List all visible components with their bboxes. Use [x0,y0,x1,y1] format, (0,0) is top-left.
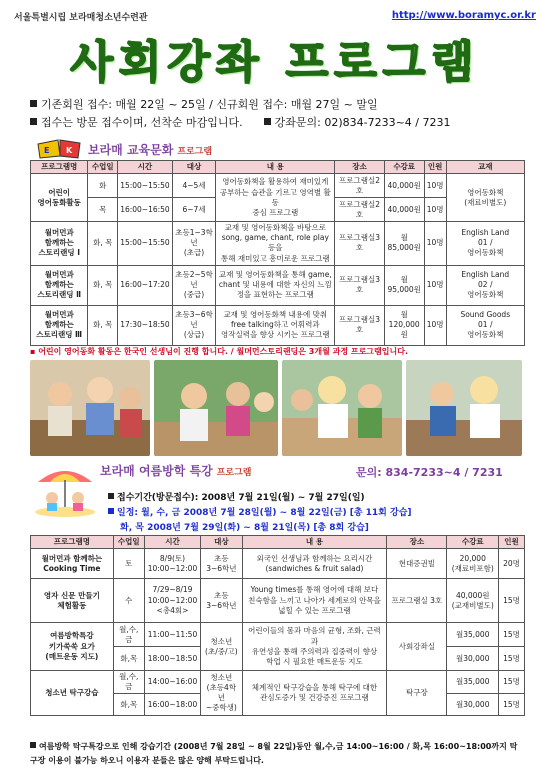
capacity: 10명 [424,198,446,222]
table-row [31,305,525,345]
bullet-icon [30,100,37,107]
place: 현대증권빌 [387,549,447,579]
target: 청소년 (초등4학년 ~중학생) [201,671,242,716]
fee: 20,000 (재료비포함) [447,549,499,579]
inquiry-info [30,114,451,130]
target: 초등 3~6학년 [201,579,242,623]
photo-4 [406,360,522,456]
col-header: 내 용 [216,161,335,174]
class-day: 화, 목 [88,305,118,345]
svg-text:K: K [66,146,73,155]
class-day: 화, 목 [88,265,118,305]
table-row [31,174,525,198]
book-logo-icon [36,138,84,160]
capacity: 20명 [499,549,525,579]
org-name: 서울특별시립 보라매청소년수련관 [14,13,148,23]
table-header-row [31,536,525,549]
fee: 40,000원 [384,198,424,222]
textbook: Sound Goods 01 / 영어동화책 [446,305,524,345]
target: 4~5세 [172,174,216,198]
summer-schedule-2: 화, 목 2008년 7월 29일(화) ~ 8월 21일(목) [총 8회 강습] [120,523,369,533]
class-day: 토 [113,549,144,579]
education-program-table [30,160,525,346]
table-row [31,579,525,623]
top-bar [14,10,536,24]
class-time: 15:00~15:50 [118,222,173,266]
textbook: 영어동화책 (재료비별도) [446,174,524,222]
class-day: 화, 목 [88,222,118,266]
col-header: 수업일 [88,161,118,174]
col-header: 인원 [424,161,446,174]
class-day: 월,수,금 [113,671,144,694]
col-header: 수강료 [447,536,499,549]
table-header-row [31,161,525,174]
col-header: 내 용 [242,536,387,549]
fee: 월30,000 [447,647,499,671]
fee: 월 85,000원 [384,222,424,266]
program-content: 교재 및 영어동화책 내용에 맞춰 free talking하고 어휘력과 영작실력을 향상 시키는 프로그램 [216,305,335,345]
capacity: 15명 [499,671,525,694]
capacity: 10명 [424,265,446,305]
program-name: 월머먼과 함께하는 스토리랜딩 Ⅰ [31,222,88,266]
class-time: 16:00~17:20 [118,265,173,305]
class-day: 화,목 [113,694,144,716]
col-header: 프로그램명 [31,161,88,174]
registration-info [30,96,378,112]
fee: 40,000원 (교재비별도) [447,579,499,623]
section-summer-title: 보라매 여름방학 특강 프로그램 [100,464,252,478]
program-name: 영자 신문 만들기 체험활동 [31,579,114,623]
class-time: 14:00~16:00 [144,671,200,694]
target: 초등1~3학년 (초급) [172,222,216,266]
col-header: 대상 [172,161,216,174]
class-time: 11:00~11:50 [144,623,200,647]
photo-3 [282,360,402,456]
fee: 월35,000 [447,623,499,647]
fee: 월 95,000원 [384,265,424,305]
capacity: 10명 [424,222,446,266]
place: 탁구장 [387,671,447,716]
col-header: 장소 [335,161,385,174]
photo-strip [30,360,522,456]
capacity: 10명 [424,305,446,345]
place: 프로그램실 3호 [387,579,447,623]
capacity: 15명 [499,694,525,716]
table-row [31,549,525,579]
place: 프로그램실3호 [335,265,385,305]
place: 프로그램실3호 [335,305,385,345]
summer-program-table [30,535,525,716]
class-time: 8/9(토) 10:00~12:00 [144,549,200,579]
target: 초등 3~6학년 [201,549,242,579]
bullet-icon [30,742,36,748]
col-header: 프로그램명 [31,536,114,549]
fee: 40,000원 [384,174,424,198]
photo-2 [154,360,278,456]
table-row [31,623,525,647]
summer-registration: 접수기간(방문접수): 2008년 7월 21일(월) ~ 7월 27일(일) [108,490,365,503]
class-time: 17:30~18:50 [118,305,173,345]
place: 사회강좌실 [387,623,447,671]
bullet-icon [30,118,37,125]
visit-text: 접수는 방문 접수이며, 선착순 마감입니다. [41,116,243,129]
program-name: 어린이 영어동화활동 [31,174,88,222]
bullet-icon [264,118,271,125]
capacity: 15명 [499,623,525,647]
class-time: 7/29~8/19 10:00~12:00 <총4회> [144,579,200,623]
education-notice: ▪ 어린이 영어동화 활동은 한국인 선생님이 진행 합니다. / 월머먼스토리랜딩은 3개월 과정 프로그램입니다. [30,347,408,356]
class-time: 15:00~15:50 [118,174,173,198]
photo-1 [30,360,150,456]
place: 프로그램실3호 [335,222,385,266]
program-content: 어린이들의 몸과 마음의 균형, 조화, 근력과 유연성을 통해 주의력과 집중력이 향상 학업 시 필요한 매트운동 지도 [242,623,387,671]
place: 프로그램실2호 [335,174,385,198]
target: 초등3~6학년 (상급) [172,305,216,345]
program-name: 월머먼과 함께하는 스토리랜딩 Ⅲ [31,305,88,345]
table-row [31,222,525,266]
place: 프로그램실2호 [335,198,385,222]
page-title: 사회강좌 프로그램 [70,37,480,88]
program-content: Young times를 통해 영어에 대해 보다 친숙함을 느끼고 나아가 세계로의 안목을 넓힐 수 있는 프로그램 [242,579,387,623]
col-header: 대상 [201,536,242,549]
textbook: English Land 02 / 영어동화책 [446,265,524,305]
program-name: 청소년 탁구강습 [31,671,114,716]
bullet-icon [108,493,114,499]
target: 초등2~5학년 (중급) [172,265,216,305]
table-tennis-notice: 여름방학 탁구특강으로 인해 강습기간 (2008년 7월 28일 ~ 8월 22일)동안 월,수,금 14:00~16:00 / 화,목 16:00~18:00까지 탁구장 이용이 불가능 하오니 이용자 분들은 많은 양해 부탁드립니다. [30,742,518,765]
textbook: English Land 01 / 영어동화책 [446,222,524,266]
beach-kids-icon [32,460,98,518]
class-day: 목 [88,198,118,222]
capacity: 10명 [424,174,446,198]
col-header: 인원 [499,536,525,549]
table-row [31,265,525,305]
col-header: 수업일 [113,536,144,549]
svg-text:E: E [44,146,50,155]
summer-schedule-1: 일정: 월, 수, 금 2008년 7월 28일(월) ~ 8월 22일(금) [총 11회 강습] [108,505,412,518]
program-content: 교재 및 영어동화책을 바탕으로 song, game, chant, role play등을 통해 재미있고 흥미로운 프로그램 [216,222,335,266]
target: 6~7세 [172,198,216,222]
class-time: 16:00~16:50 [118,198,173,222]
website-link[interactable]: http://www.boramyc.or.kr [391,10,536,21]
program-content: 체계적인 탁구강습을 통해 탁구에 대한 관심도증가 및 건강증진 프로그램 [242,671,387,716]
contact-text: 강좌문의: 02)834-7233~4 / 7231 [274,116,451,129]
class-day: 월,수,금 [113,623,144,647]
col-header: 수강료 [384,161,424,174]
program-name: 여름방학특강 키가쑥쑥 요가 (매트운동 지도) [31,623,114,671]
program-content: 영어동화책을 활용하여 재미있게 공부하는 습관을 기르고 영역별 활동 중심 프로그램 [216,174,335,222]
class-day: 수 [113,579,144,623]
class-day: 화 [88,174,118,198]
capacity: 15명 [499,647,525,671]
class-day: 화,목 [113,647,144,671]
summer-contact: 문의: 834-7233~4 / 7231 [356,466,503,479]
program-content: 교재 및 영어동화책을 통해 game, chant 및 내용에 대한 자신의 느낌 정을 표현하는 프로그램 [216,265,335,305]
program-name: 월머먼과 함께하는 스토리랜딩 Ⅱ [31,265,88,305]
registration-text: 기존회원 접수: 매월 22일 ~ 25일 / 신규회원 접수: 매월 27일 ~ 말일 [41,98,378,111]
section-education-title: 보라매 교육문화 프로그램 [88,143,213,157]
class-time: 16:00~18:00 [144,694,200,716]
program-name: 월머먼과 함께하는 Cooking Time [31,549,114,579]
col-header: 시간 [144,536,200,549]
col-header: 교재 [446,161,524,174]
col-header: 시간 [118,161,173,174]
col-header: 장소 [387,536,447,549]
capacity: 15명 [499,579,525,623]
program-content: 외국인 선생님과 함께하는 요리시간 (sandwiches & fruit salad) [242,549,387,579]
table-row [31,671,525,694]
fee: 월30,000 [447,694,499,716]
fee: 월35,000 [447,671,499,694]
bullet-icon [108,508,114,514]
target: 청소년 (초/중/고) [201,623,242,671]
class-time: 18:00~18:50 [144,647,200,671]
fee: 월 120,000원 [384,305,424,345]
